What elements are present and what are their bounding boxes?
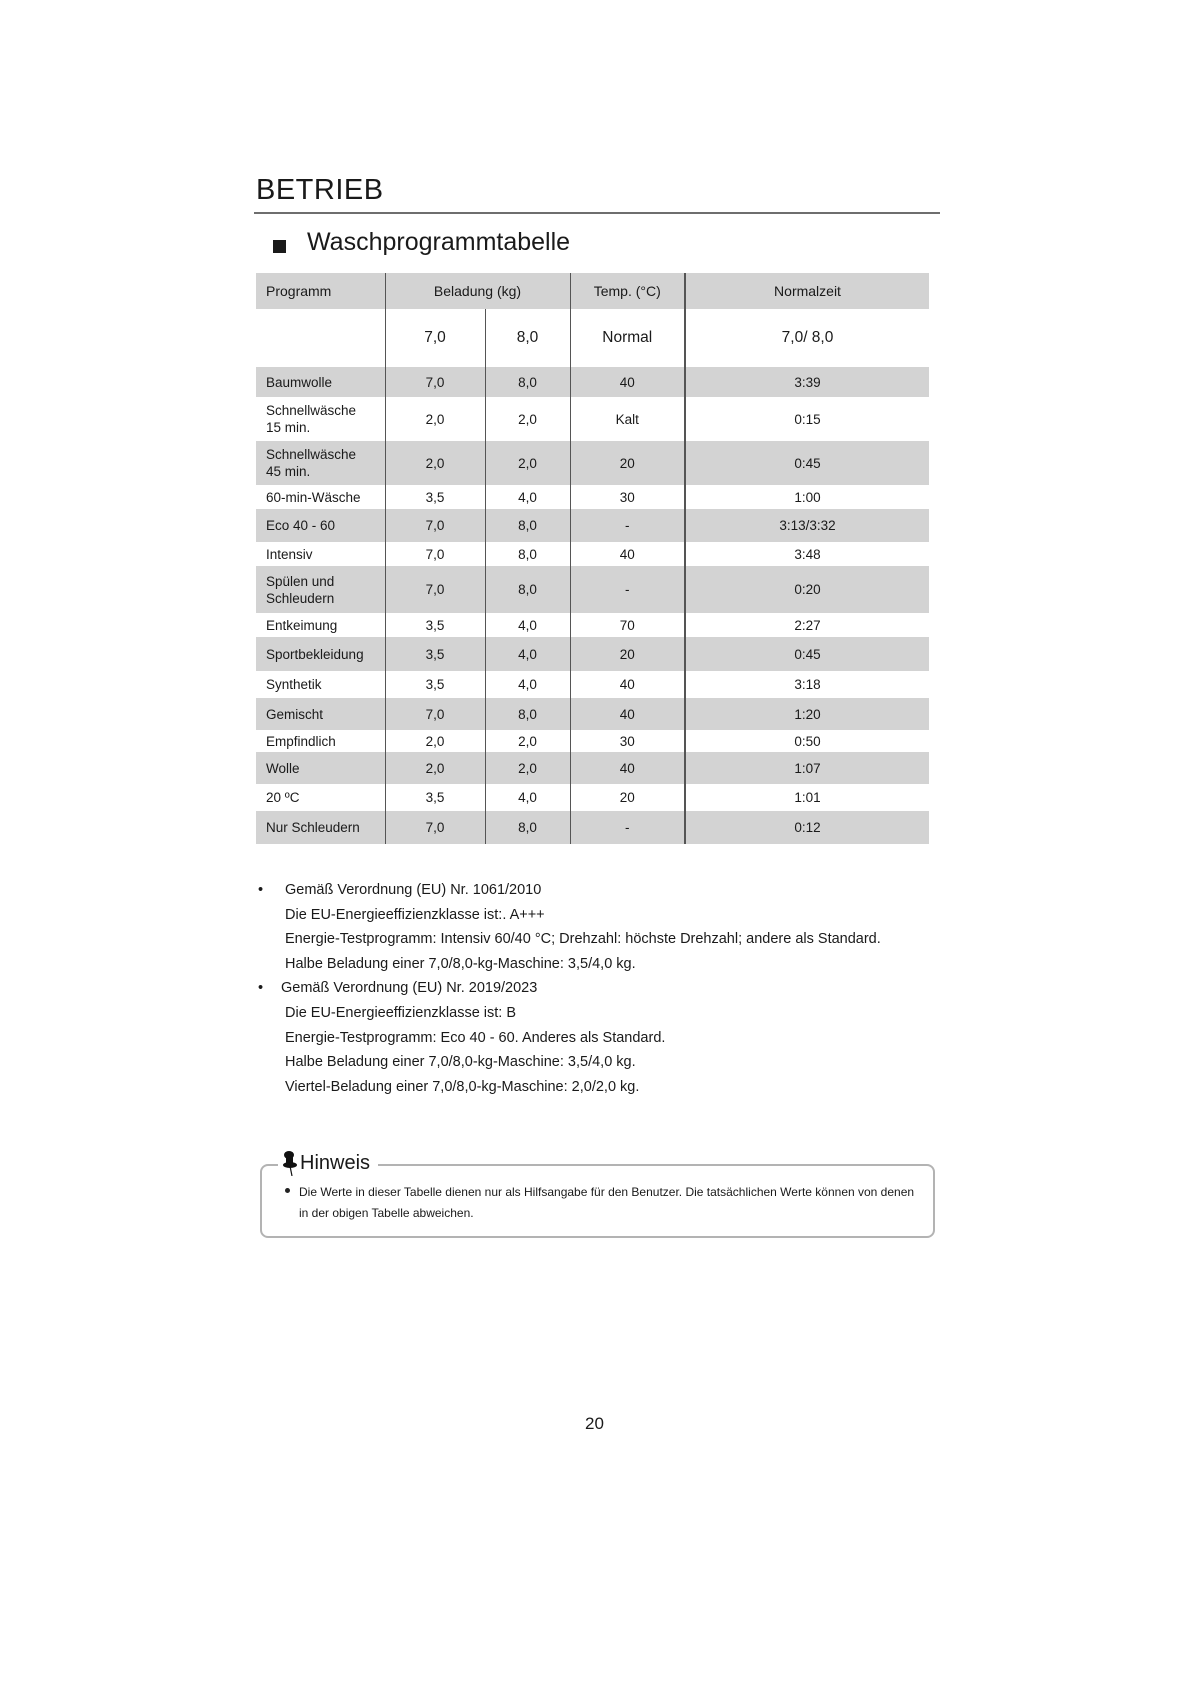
- load-8kg: 4,0: [485, 671, 570, 698]
- subheader-load-8: 8,0: [485, 309, 570, 367]
- header-beladung: Beladung (kg): [385, 273, 570, 309]
- table-row: [256, 566, 929, 613]
- table-row: [256, 441, 929, 485]
- load-7kg: 7,0: [385, 542, 485, 566]
- load-8kg: 8,0: [485, 566, 570, 613]
- load-7kg: 3,5: [385, 671, 485, 698]
- normal-time: 2:27: [685, 613, 929, 637]
- program-name: Sportbekleidung: [256, 637, 385, 671]
- program-name: Synthetik: [266, 677, 322, 692]
- pushpin-icon: [282, 1150, 298, 1176]
- load-7kg: 7,0: [385, 811, 485, 844]
- subsection-title: Waschprogrammtabelle: [307, 228, 571, 256]
- table-row: [256, 784, 929, 811]
- normal-time: 0:45: [685, 637, 929, 671]
- temperature: -: [570, 811, 685, 844]
- table-row: [256, 485, 929, 509]
- load-7kg: 3,5: [385, 613, 485, 637]
- temperature: 20: [570, 441, 685, 485]
- program-name: Entkeimung: [266, 617, 338, 633]
- load-8kg: 8,0: [485, 811, 570, 844]
- load-8kg: 2,0: [485, 730, 570, 752]
- note-line: Viertel-Beladung einer 7,0/8,0-kg-Maschine: 2,0/2,0 kg.: [285, 1078, 640, 1095]
- program-name: Empfindlich: [266, 733, 336, 749]
- bullet-icon: •: [258, 980, 264, 997]
- temperature: Kalt: [570, 397, 685, 441]
- program-name: Wolle: [256, 752, 385, 784]
- table-row: [256, 509, 929, 542]
- note-line: Halbe Beladung einer 7,0/8,0-kg-Maschine: 3,5/4,0 kg.: [285, 955, 636, 972]
- temperature: 40: [570, 671, 685, 698]
- program-name: Schnellwäsche 15 min.: [266, 403, 357, 435]
- normal-time: 3:18: [685, 671, 929, 698]
- program-name: 60-min-Wäsche: [266, 489, 361, 505]
- table-row: [256, 637, 929, 671]
- hinweis-title: [278, 1150, 378, 1176]
- temperature: 30: [570, 730, 685, 752]
- temperature: 40: [570, 542, 685, 566]
- load-8kg: 2,0: [485, 397, 570, 441]
- normal-time: 3:13/3:32: [685, 509, 929, 542]
- temperature: 40: [570, 367, 685, 397]
- temperature: -: [570, 509, 685, 542]
- table-row: [256, 613, 929, 637]
- note-line: Energie-Testprogramm: Intensiv 60/40 °C; Drehzahl: höchste Drehzahl; andere als Standard.: [285, 931, 881, 948]
- load-8kg: 4,0: [485, 637, 570, 671]
- subheader-empty: [256, 309, 385, 367]
- note-line: Halbe Beladung einer 7,0/8,0-kg-Maschine: 3,5/4,0 kg.: [285, 1054, 636, 1071]
- square-bullet-icon: [273, 240, 286, 253]
- program-name: Spülen und Schleudern: [256, 566, 385, 613]
- hinweis-label: Hinweis: [300, 1151, 371, 1174]
- section-title: BETRIEB: [256, 174, 384, 206]
- hinweis-text: Die Werte in dieser Tabelle dienen nur als Hilfsangabe für den Benutzer. Die tatsächlichen Werte können von denen in der obigen Tabelle abweichen.: [299, 1185, 915, 1220]
- load-7kg: 2,0: [385, 730, 485, 752]
- normal-time: 1:00: [685, 485, 929, 509]
- subheader-temp: Normal: [570, 309, 685, 367]
- program-name: Intensiv: [266, 546, 313, 562]
- temperature: 40: [570, 752, 685, 784]
- program-name: Baumwolle: [256, 367, 385, 397]
- table-row: [256, 752, 929, 784]
- load-7kg: 3,5: [385, 784, 485, 811]
- table-row: [256, 730, 929, 752]
- subheader-time: 7,0/ 8,0: [685, 309, 929, 367]
- normal-time: 1:20: [685, 698, 929, 730]
- table-row: [256, 698, 929, 730]
- note-line: Gemäß Verordnung (EU) Nr. 1061/2010: [285, 882, 542, 898]
- note-line: Die EU-Energieeffizienzklasse ist: B: [285, 1005, 517, 1021]
- normal-time: 3:39: [685, 367, 929, 397]
- load-7kg: 7,0: [385, 509, 485, 542]
- title-divider: [254, 212, 940, 214]
- temperature: 30: [570, 485, 685, 509]
- table-header-row: [256, 273, 929, 309]
- load-8kg: 4,0: [485, 784, 570, 811]
- normal-time: 0:50: [685, 730, 929, 752]
- temperature: 20: [570, 784, 685, 811]
- normal-time: 1:07: [685, 752, 929, 784]
- table-row: [256, 811, 929, 844]
- load-7kg: 3,5: [385, 637, 485, 671]
- normal-time: 0:12: [685, 811, 929, 844]
- table-row: [256, 671, 929, 698]
- load-7kg: 7,0: [385, 698, 485, 730]
- subheader-load-7: 7,0: [385, 309, 485, 367]
- normal-time: 1:01: [685, 784, 929, 811]
- header-normalzeit: Normalzeit: [685, 273, 929, 309]
- note-line: Energie-Testprogramm: Eco 40 - 60. Anderes als Standard.: [285, 1029, 666, 1046]
- normal-time: 0:45: [685, 441, 929, 485]
- normal-time: 3:48: [685, 542, 929, 566]
- load-7kg: 3,5: [385, 485, 485, 509]
- load-8kg: 2,0: [485, 441, 570, 485]
- header-temp: Temp. (°C): [570, 273, 685, 309]
- load-8kg: 8,0: [485, 698, 570, 730]
- note-line: Gemäß Verordnung (EU) Nr. 2019/2023: [281, 980, 538, 997]
- load-7kg: 2,0: [385, 397, 485, 441]
- normal-time: 0:15: [685, 397, 929, 441]
- temperature: 70: [570, 613, 685, 637]
- header-programm: Programm: [256, 273, 385, 309]
- table-row: [256, 397, 929, 441]
- temperature: -: [570, 566, 685, 613]
- bullet-icon: •: [258, 882, 264, 898]
- program-name: Eco 40 - 60: [256, 509, 385, 542]
- normal-time: 0:20: [685, 566, 929, 613]
- wash-program-table: [256, 273, 929, 844]
- note-line: Die EU-Energieeffizienzklasse ist:. A+++: [285, 906, 545, 923]
- load-8kg: 8,0: [485, 509, 570, 542]
- table-subheader-row: [256, 309, 929, 367]
- temperature: 40: [570, 698, 685, 730]
- program-name: Schnellwäsche 45 min.: [256, 441, 385, 485]
- temperature: 20: [570, 637, 685, 671]
- page-number: 20: [585, 1414, 604, 1433]
- load-8kg: 2,0: [485, 752, 570, 784]
- load-7kg: 2,0: [385, 441, 485, 485]
- load-8kg: 8,0: [485, 367, 570, 397]
- load-7kg: 2,0: [385, 752, 485, 784]
- program-name: Nur Schleudern: [256, 811, 385, 844]
- table-row: [256, 542, 929, 566]
- program-name: Gemischt: [256, 698, 385, 730]
- load-8kg: 4,0: [485, 613, 570, 637]
- table-row: [256, 367, 929, 397]
- load-8kg: 8,0: [485, 542, 570, 566]
- load-7kg: 7,0: [385, 566, 485, 613]
- load-7kg: 7,0: [385, 367, 485, 397]
- load-8kg: 4,0: [485, 485, 570, 509]
- program-name: 20 ºC: [266, 790, 300, 805]
